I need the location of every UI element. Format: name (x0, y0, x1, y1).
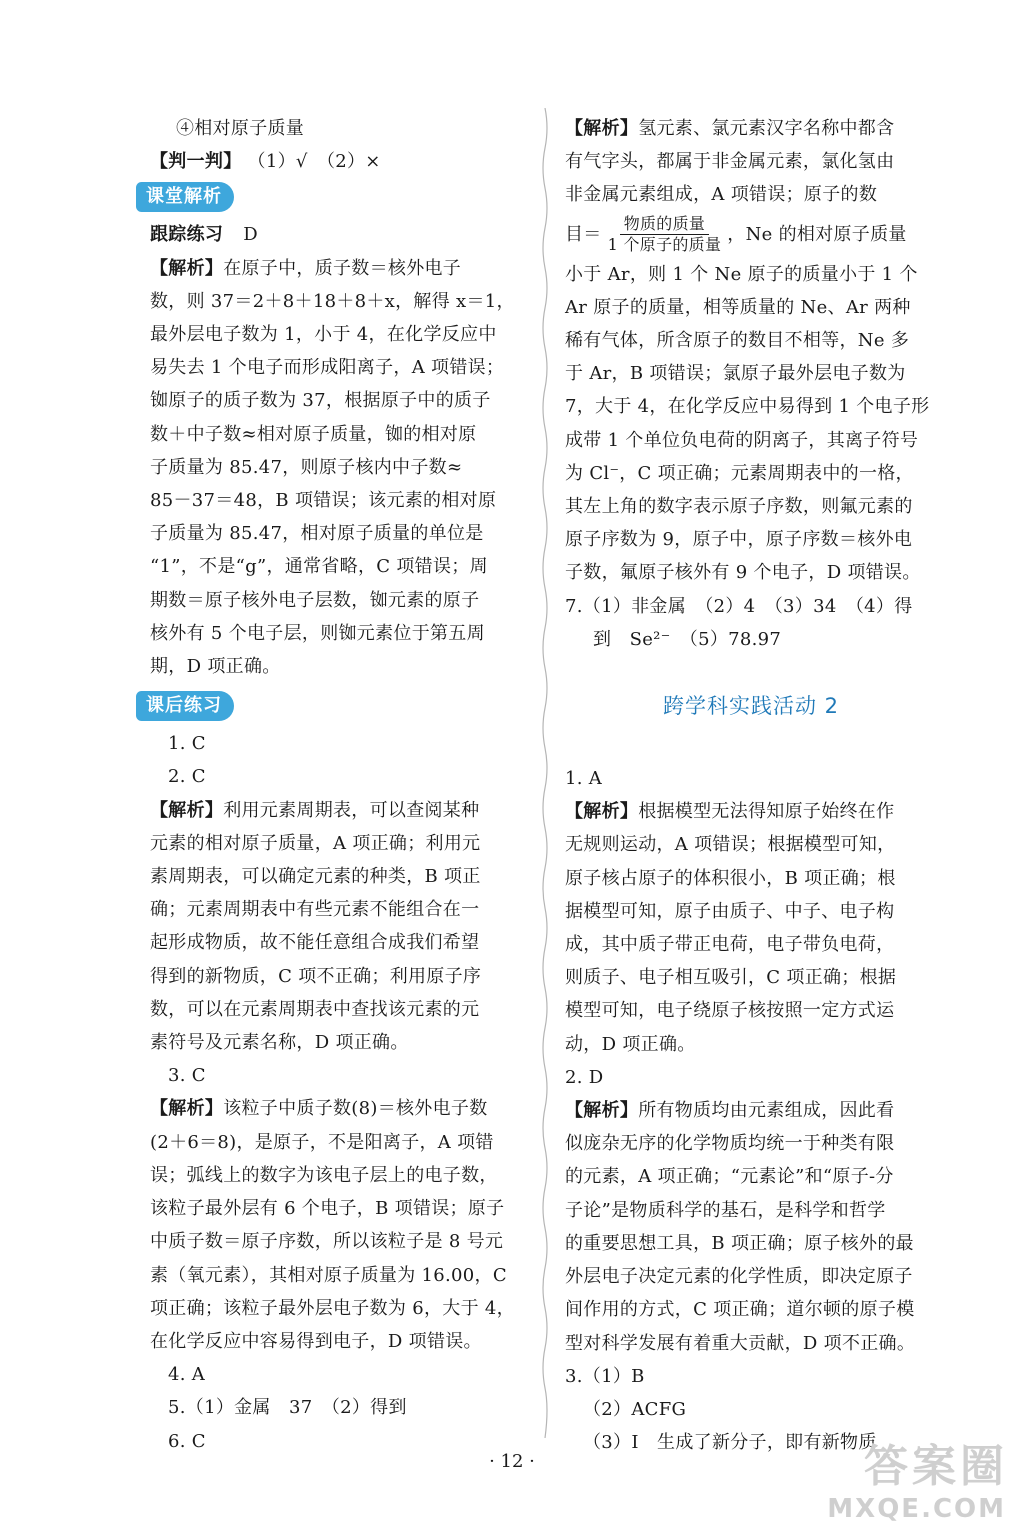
section-title: 跨学科实践活动 2 (662, 694, 840, 719)
analysis-line: 该粒子中质子数(8)＝核外电子数 (223, 1098, 488, 1120)
track-line (150, 218, 530, 251)
analysis-block-6 (565, 112, 937, 590)
fraction-prefix: 目＝ (565, 223, 602, 245)
page-number: · 12 · (489, 1451, 535, 1472)
activity-answer-3-3: （3）Ⅰ 生成了新分子，即有新物质 (583, 1432, 877, 1454)
analysis-line: 铷原子的质子数为 37，根据原子中的质子 (150, 390, 491, 412)
analysis-line: 稀有气体，所含原子的数目不相等，Ne 多 (565, 330, 910, 352)
analysis-line: 素周期表，可以确定元素的种类，B 项正 (150, 866, 481, 888)
activity-answer-3-1: 3.（1）B (565, 1365, 645, 1387)
analysis-line: 最外层电子数为 1，小于 4，在化学反应中 (150, 324, 497, 346)
analysis-block-1 (150, 252, 530, 684)
analysis-line: 于 Ar，B 项错误；氯原子最外层电子数为 (565, 363, 906, 385)
fraction-numerator: 物质的质量 (620, 214, 710, 235)
analysis-line: 间作用的方式，C 项正确；道尔顿的原子模 (565, 1299, 915, 1321)
activity-analysis-2 (565, 1094, 937, 1360)
analysis-line: 误；弧线上的数字为该电子层上的电子数， (150, 1164, 498, 1186)
analysis-line: 项正确；该粒子最外层电子数为 6，大于 4， (150, 1297, 515, 1319)
activity-answer-3-2: （2）ACFG (583, 1398, 687, 1420)
answer-7-line2: 到 Se²⁻ （5）78.97 (593, 628, 782, 650)
answer-4: 4. A (168, 1364, 206, 1386)
watermark-top: 答案圈 (864, 1441, 1008, 1492)
analysis-line: 据模型可知，原子由质子、中子、电子构 (565, 900, 895, 922)
judge-tag: 【判一判】 (150, 151, 242, 173)
activity-answer-1: 1. A (565, 768, 603, 790)
answer-2: 2. C (168, 766, 206, 788)
analysis-line: 其左上角的数字表示原子序数，则氟元素的 (565, 496, 913, 518)
answer-3: 3. C (168, 1065, 206, 1087)
analysis-tag: 【解析】 (565, 118, 639, 139)
fraction (604, 214, 726, 255)
right-column (565, 112, 937, 1459)
analysis-line: 元素的相对原子质量，A 项正确；利用元 (150, 832, 481, 854)
analysis-line: 成，其中质子带正电荷，电子带负电荷， (565, 934, 895, 956)
analysis-line: 素（氧元素），其相对原子质量为 16.00，C (150, 1264, 507, 1286)
fraction-line (565, 212, 937, 258)
analysis-line: 子质量为 85.47，相对原子质量的单位是 (150, 523, 484, 545)
analysis-line: 所有物质均由元素组成，因此看 (638, 1100, 895, 1122)
analysis-line: 的重要思想工具，B 项正确；原子核外的最 (565, 1232, 914, 1254)
answer-5: 5.（1）金属 37 （2）得到 (168, 1397, 407, 1419)
analysis-line: 子论”是物质科学的基石，是科学和哲学 (565, 1199, 886, 1221)
analysis-line: 7，大于 4，在化学反应中易得到 1 个电子形 (565, 396, 930, 418)
analysis-line: 子数，氟原子核外有 9 个电子，D 项错误。 (565, 562, 921, 584)
analysis-line: 氢元素、氯元素汉字名称中都含 (638, 118, 895, 139)
judge-text: （1）√ （2）× (247, 151, 381, 173)
analysis-tag: 【解析】 (565, 1100, 639, 1122)
activity-answer-2: 2. D (565, 1066, 604, 1088)
analysis-block-3 (150, 1092, 530, 1358)
fraction-denominator: 1 个原子的质量 (607, 235, 722, 255)
analysis-line: 无规则运动，A 项错误；根据模型可知， (565, 834, 896, 856)
analysis-line: 核外有 5 个电子层，则铷元素位于第五周 (150, 622, 485, 644)
analysis-block-2 (150, 794, 530, 1060)
analysis-line: 得到的新物质，C 项不正确；利用原子序 (150, 965, 482, 987)
analysis-line: 外层电子决定元素的化学性质，即决定原子 (565, 1266, 913, 1288)
analysis-line: 有气字头，都属于非金属元素，氯化氢由 (565, 151, 895, 173)
judge-line (150, 145, 530, 178)
analysis-line: 动，D 项正确。 (565, 1033, 696, 1055)
analysis-line: 该粒子最外层有 6 个电子，B 项错误；原子 (150, 1198, 505, 1220)
analysis-line: (2＋6＝8)，是原子，不是阳离子，A 项错 (150, 1131, 494, 1153)
answer-6: 6. C (168, 1430, 206, 1452)
analysis-line: 起形成物质，故不能任意组合成我们希望 (150, 932, 480, 954)
analysis-line: 素符号及元素名称，D 项正确。 (150, 1032, 409, 1054)
answer-1: 1. C (168, 733, 206, 755)
analysis-line: 根据模型无法得知原子始终在作 (638, 801, 895, 823)
analysis-line: 非金属元素组成，A 项错误；原子的数 (565, 184, 878, 206)
analysis-tag: 【解析】 (150, 799, 224, 821)
track-answer: D (243, 224, 258, 246)
watermark-bottom: MXQE.COM (827, 1494, 1006, 1524)
analysis-line: 的元素，A 项正确；“元素论”和“原子-分 (565, 1166, 894, 1188)
analysis-line: 在原子中，质子数＝核外电子 (223, 257, 462, 279)
analysis-line: 似庞杂无序的化学物质均统一于种类有限 (565, 1133, 895, 1155)
analysis-line: 数，可以在元素周期表中查找该元素的元 (150, 998, 480, 1020)
analysis-line: 易失去 1 个电子而形成阳离子，A 项错误； (150, 357, 505, 379)
section-badge-class-analysis: 课堂解析 (136, 182, 234, 212)
activity-analysis-1 (565, 795, 937, 1061)
analysis-tag: 【解析】 (565, 801, 639, 823)
analysis-line: 则质子、电子相互吸引，C 项正确；根据 (565, 967, 897, 989)
analysis-line: 期数＝原子核外电子层数，铷元素的原子 (150, 589, 480, 611)
analysis-line: 确；元素周期表中有些元素不能组合在一 (150, 899, 480, 921)
analysis-line: 型对科学发展有着重大贡献，D 项不正确。 (565, 1332, 916, 1354)
section-badge-after-class: 课后练习 (136, 691, 234, 721)
analysis-line: 中质子数＝原子序数，所以该粒子是 8 号元 (150, 1231, 504, 1253)
fraction-suffix: ，Ne 的相对原子质量 (727, 223, 907, 245)
column-divider (540, 108, 550, 1438)
analysis-line: 模型可知，电子绕原子核按照一定方式运 (565, 1000, 895, 1022)
analysis-line: 原子核占原子的体积很小，B 项正确；根 (565, 867, 896, 889)
analysis-line: 子质量为 85.47，则原子核内中子数≈ (150, 456, 463, 478)
analysis-line: 数＋中子数≈相对原子质量，铷的相对原 (150, 423, 477, 445)
left-column (146, 112, 530, 1458)
analysis-tag: 【解析】 (150, 257, 224, 279)
answer-7-line1: 7.（1）非金属 （2）4 （3）34 （4）得 (565, 595, 913, 617)
analysis-line: 85－37＝48，B 项错误；该元素的相对原 (150, 490, 497, 512)
analysis-line: Ar 原子的质量，相等质量的 Ne、Ar 两种 (565, 296, 911, 318)
analysis-line: 在化学反应中容易得到电子，D 项错误。 (150, 1330, 482, 1352)
track-label: 跟踪练习 (150, 224, 224, 246)
analysis-line: 期，D 项正确。 (150, 656, 281, 678)
analysis-line: 成带 1 个单位负电荷的阴离子，其离子符号 (565, 429, 919, 451)
watermark-logo (824, 1441, 1014, 1528)
analysis-tag: 【解析】 (150, 1098, 224, 1120)
analysis-line: 为 Cl⁻，C 项正确；元素周期表中的一格， (565, 462, 914, 484)
analysis-line: “1”，不是“g”，通常省略，C 项错误；周 (150, 556, 488, 578)
analysis-line: 数，则 37＝2＋8＋18＋8＋x，解得 x＝1， (150, 290, 515, 312)
analysis-line: 原子序数为 9，原子中，原子序数＝核外电 (565, 529, 913, 551)
analysis-line: 利用元素周期表，可以查阅某种 (223, 799, 480, 821)
item-4: ④相对原子质量 (176, 118, 305, 139)
analysis-line: 小于 Ar，则 1 个 Ne 原子的质量小于 1 个 (565, 263, 918, 285)
